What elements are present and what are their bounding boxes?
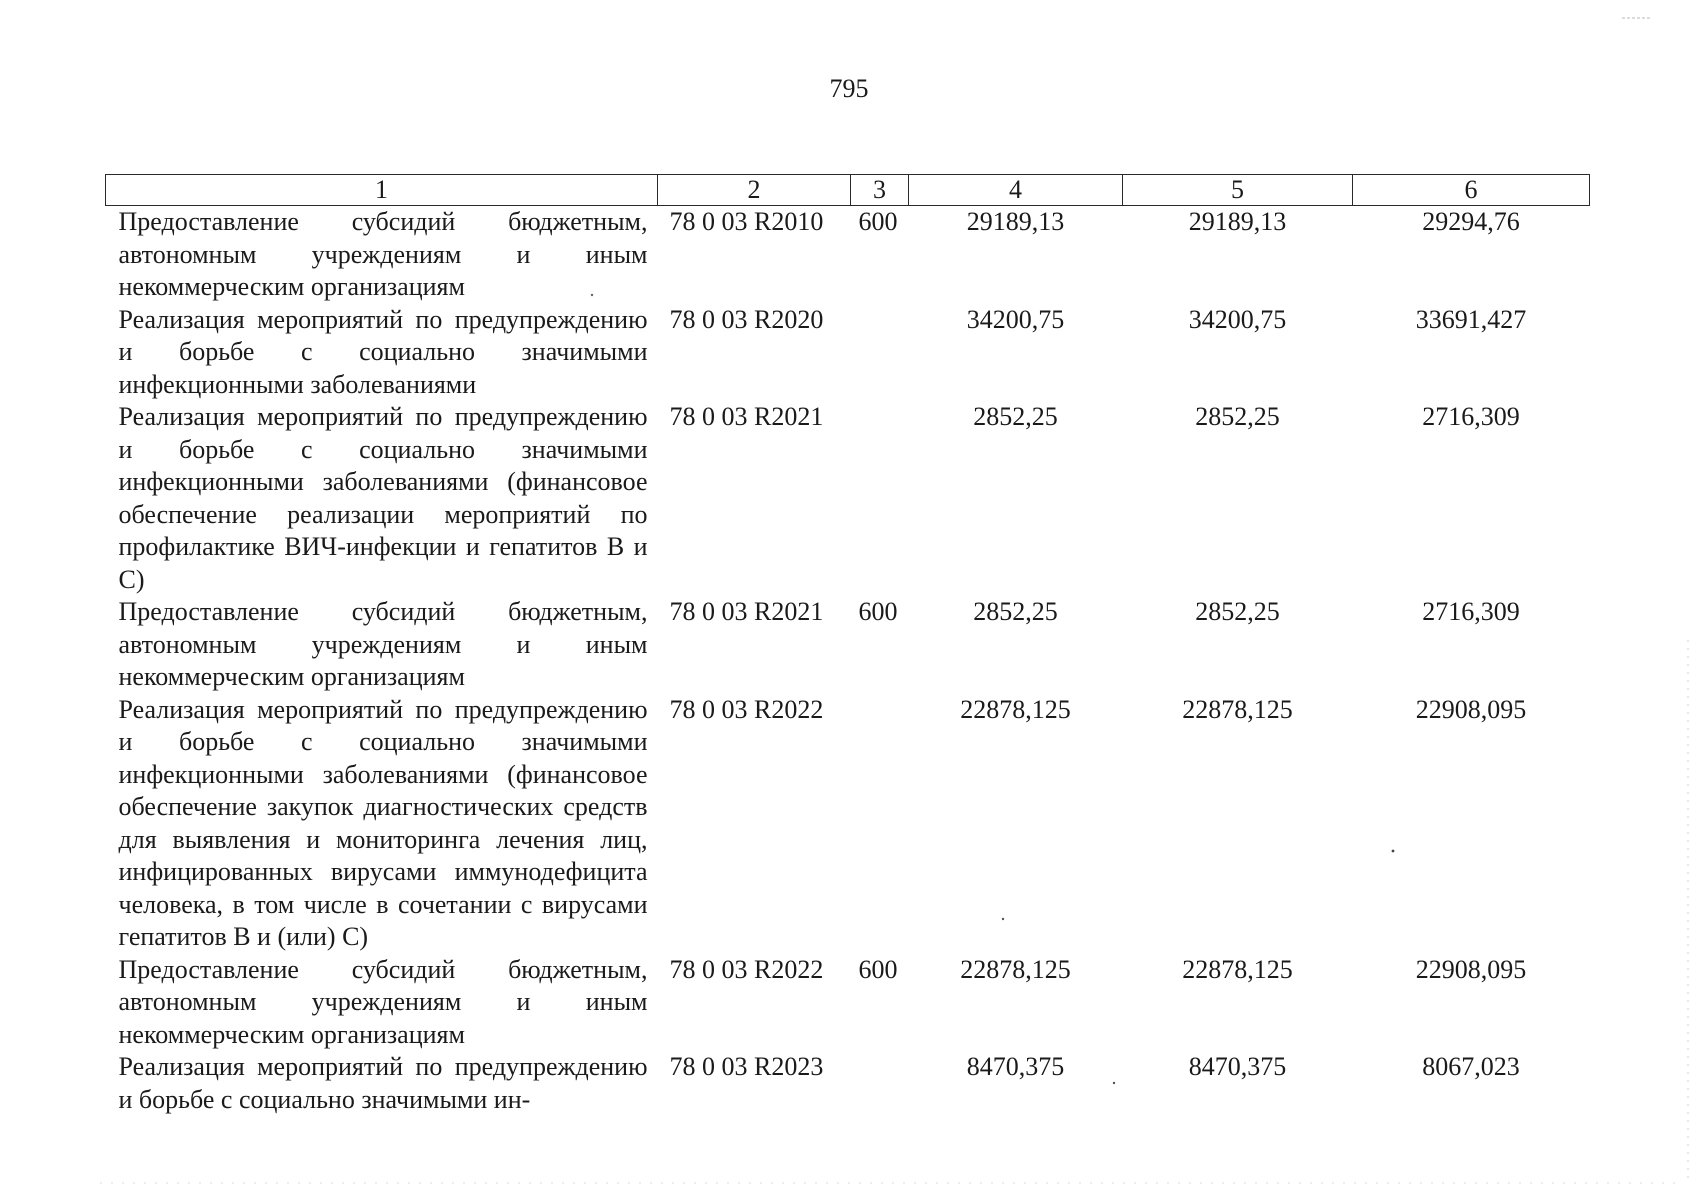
row-value-cell-6: 2716,309 <box>1422 402 1520 431</box>
budget-table <box>105 174 1590 1116</box>
row-name-cell: Предоставление субсидий бюджетным, автономным учреждениям и иным некоммерческим организациям <box>118 597 648 691</box>
row-value-cell-5: 22878,125 <box>1182 694 1293 724</box>
table-body <box>106 206 1590 1117</box>
row-value-cell-4: 22878,125 <box>960 954 1071 984</box>
row-name-cell: Реализация мероприятий по предупреждению и борьбе с социально значимыми инфекционными заболеваниями (финансовое обеспечение закупок диагностических средств для выявления и мониторинга лечения лиц, инфицированных вирусами иммунодефицита человека, в том числе в сочетании с вирусами гепатитов В и (или) С) <box>118 694 648 951</box>
row-name-cell: Предоставление субсидий бюджетным, автономным учреждениям и иным некоммерческим организациям <box>118 207 648 301</box>
row-code-cell: 78 0 03 R2022 <box>669 954 824 984</box>
row-name-cell: Реализация мероприятий по предупреждению и борьбе с социально значимыми инфекционными заболеваниями <box>118 304 648 399</box>
table-row <box>106 401 1590 596</box>
row-value-cell-6: 33691,427 <box>1415 304 1527 334</box>
row-value-cell-5: 2852,25 <box>1195 597 1280 626</box>
header-cell-4: 4 <box>909 175 1123 206</box>
row-type-cell: 600 <box>858 954 898 984</box>
row-code-cell: 78 0 03 R2010 <box>669 207 824 236</box>
page-number: 795 <box>829 74 869 103</box>
row-value-cell-4: 2852,25 <box>973 402 1058 431</box>
header-cell-3: 3 <box>851 175 909 206</box>
table-row <box>106 694 1590 954</box>
row-name-cell: Реализация мероприятий по предупреждению и борьбе с социально значимыми ин- <box>118 1052 648 1114</box>
row-code-cell: 78 0 03 R2021 <box>669 402 824 431</box>
row-value-cell-5: 34200,75 <box>1188 304 1287 334</box>
table-row <box>106 596 1590 694</box>
row-code-cell: 78 0 03 R2021 <box>669 597 824 626</box>
row-code-cell: 78 0 03 R2023 <box>669 1052 824 1081</box>
header-cell-6: 6 <box>1353 175 1590 206</box>
row-name-cell: Реализация мероприятий по предупреждению и борьбе с социально значимыми инфекционными заболеваниями (финансовое обеспечение реализации мероприятий по профилактике ВИЧ-инфекции и гепатитов В и С) <box>118 402 648 594</box>
row-type-cell <box>851 304 909 402</box>
header-cell-2: 2 <box>658 175 851 206</box>
table-row <box>106 304 1590 402</box>
table-header <box>106 175 1590 206</box>
row-code-cell: 78 0 03 R2022 <box>669 694 824 724</box>
row-type-cell <box>851 694 909 954</box>
table-row <box>106 954 1590 1052</box>
row-type-cell: 600 <box>858 597 898 626</box>
row-type-cell <box>851 401 909 596</box>
row-value-cell-6: 29294,76 <box>1422 207 1520 236</box>
row-value-cell-5: 2852,25 <box>1195 402 1280 431</box>
row-name-cell: Предоставление субсидий бюджетным, автономным учреждениям и иным некоммерческим организациям <box>118 954 648 1049</box>
row-value-cell-4: 22878,125 <box>960 694 1071 724</box>
header-row <box>106 175 1590 206</box>
row-value-cell-4: 2852,25 <box>973 597 1058 626</box>
row-value-cell-6: 8067,023 <box>1422 1052 1520 1081</box>
row-type-cell <box>851 1051 909 1116</box>
row-value-cell-4: 34200,75 <box>966 304 1065 334</box>
row-value-cell-5: 22878,125 <box>1182 954 1293 984</box>
row-code-cell: 78 0 03 R2020 <box>669 304 824 334</box>
row-value-cell-6: 2716,309 <box>1422 597 1520 626</box>
header-cell-5: 5 <box>1123 175 1353 206</box>
row-value-cell-6: 22908,095 <box>1415 954 1527 984</box>
row-value-cell-5: 29189,13 <box>1188 207 1287 236</box>
row-value-cell-6: 22908,095 <box>1415 694 1527 724</box>
row-value-cell-4: 29189,13 <box>966 207 1065 236</box>
header-cell-1: 1 <box>106 175 658 206</box>
row-type-cell: 600 <box>858 207 898 236</box>
row-value-cell-5: 8470,375 <box>1188 1052 1287 1081</box>
table-row <box>106 206 1590 304</box>
row-value-cell-4: 8470,375 <box>966 1052 1065 1081</box>
table-row <box>106 1051 1590 1116</box>
